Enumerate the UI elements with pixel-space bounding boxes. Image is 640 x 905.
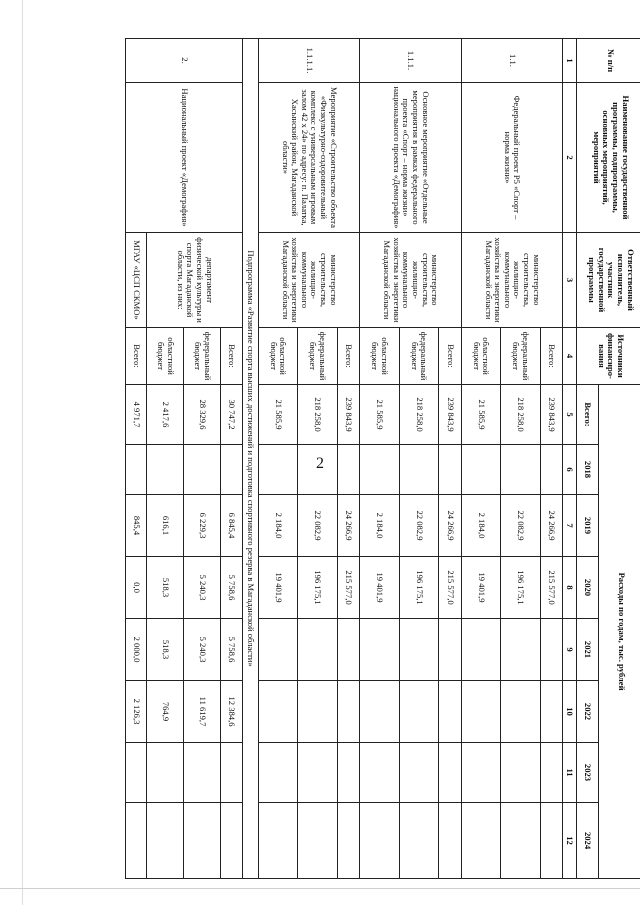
col-number: 2 (563, 83, 577, 233)
row-year-value (337, 681, 359, 743)
row-year-value: 11 619,7 (184, 681, 221, 743)
row-year-value (184, 743, 221, 803)
row-responsible: министерство строительства, жилищно-коммунального хозяйства и энергетики Магаданской области (360, 233, 461, 328)
row-year-value (501, 743, 541, 803)
scan-edge-line (22, 0, 23, 905)
row-year-value (258, 803, 298, 879)
row-year-value (461, 445, 501, 495)
row-year-value: 2 126,3 (126, 681, 147, 743)
col-number: 12 (563, 803, 577, 879)
header-year: 2018 (577, 445, 599, 495)
row-source: Всего: (126, 328, 147, 385)
table-row (337, 39, 359, 879)
row-year-value: 2 184,0 (461, 495, 501, 557)
row-year-value (360, 803, 400, 879)
row-total: 239 843,9 (540, 385, 562, 445)
row-year-value (298, 743, 338, 803)
col-number: 3 (563, 233, 577, 328)
row-source: областной бюджет (360, 328, 400, 385)
header-name: Наименование государственной программы, подпрограммы, основных мероприятий, мероприятий (577, 83, 640, 233)
col-number: 10 (563, 681, 577, 743)
row-total: 218 258,0 (298, 385, 338, 445)
row-year-value (337, 445, 359, 495)
table-row (439, 39, 461, 879)
row-year-value (540, 743, 562, 803)
row-source: Всего: (439, 328, 461, 385)
row-year-value: 196 175,1 (298, 557, 338, 619)
row-year-value: 19 401,9 (461, 557, 501, 619)
row-year-value (221, 743, 242, 803)
col-number: 11 (563, 743, 577, 803)
row-year-value (461, 681, 501, 743)
row-year-value (399, 619, 439, 681)
row-year-value: 6 229,3 (184, 495, 221, 557)
column-number-row (563, 39, 577, 879)
row-source: федеральный бюджет (501, 328, 541, 385)
row-year-value (461, 743, 501, 803)
row-year-value: 215 577,0 (540, 557, 562, 619)
row-total: 28 329,6 (184, 385, 221, 445)
row-year-value (501, 681, 541, 743)
subprogram-row (242, 39, 258, 879)
row-year-value (501, 803, 541, 879)
row-year-value (439, 619, 461, 681)
row-year-value (540, 803, 562, 879)
row-total: 239 843,9 (439, 385, 461, 445)
row-source: Всего: (221, 328, 242, 385)
row-year-value (439, 743, 461, 803)
row-source: областной бюджет (461, 328, 501, 385)
row-name: Федеральный проект Р5 «Спорт – норма жизни» (461, 83, 562, 233)
header-year: 2023 (577, 743, 599, 803)
row-year-value (501, 619, 541, 681)
row-year-value: 22 082,9 (501, 495, 541, 557)
row-responsible: департамент физической культуры и спорта Магаданской области, из них: (147, 233, 242, 328)
row-year-value: 5 240,3 (184, 619, 221, 681)
row-year-value: 2 184,0 (360, 495, 400, 557)
row-year-value (540, 619, 562, 681)
row-responsible: министерство строительства, жилищно-коммунального хозяйства и энергетики Магаданской области (258, 233, 359, 328)
row-year-value (221, 803, 242, 879)
header-year: 2022 (577, 681, 599, 743)
row-total: 21 585,9 (461, 385, 501, 445)
page-number: 2 (316, 455, 324, 472)
row-year-value (221, 445, 242, 495)
row-num: 1.1.1.1. (258, 39, 359, 83)
row-source: федеральный бюджет (298, 328, 338, 385)
col-number: 5 (563, 385, 577, 445)
row-year-value: 24 266,9 (439, 495, 461, 557)
row-year-value (461, 619, 501, 681)
row-year-value (147, 803, 184, 879)
row-num: 1.1. (461, 39, 562, 83)
row-year-value: 5 240,3 (184, 557, 221, 619)
row-year-value (337, 619, 359, 681)
row-year-value: 215 577,0 (439, 557, 461, 619)
row-total: 239 843,9 (337, 385, 359, 445)
row-year-value: 518,3 (147, 619, 184, 681)
row-year-value: 196 175,1 (501, 557, 541, 619)
row-total: 21 585,9 (360, 385, 400, 445)
row-source: областной бюджет (147, 328, 184, 385)
table-body (126, 39, 563, 879)
row-source: Всего: (540, 328, 562, 385)
col-number: 1 (563, 39, 577, 83)
row-year-value (298, 803, 338, 879)
header-year: 2020 (577, 557, 599, 619)
row-responsible: министерство строительства, жилищно-коммунального хозяйства и энергетики Магаданской области (461, 233, 562, 328)
row-year-value (399, 743, 439, 803)
row-year-value: 5 758,6 (221, 557, 242, 619)
row-year-value (258, 445, 298, 495)
row-year-value: 845,4 (126, 495, 147, 557)
row-year-value (360, 681, 400, 743)
row-year-value (258, 743, 298, 803)
col-number: 9 (563, 619, 577, 681)
row-total: 30 747,2 (221, 385, 242, 445)
row-total: 218 258,0 (399, 385, 439, 445)
row-num: 1.1.1. (360, 39, 461, 83)
row-year-value (184, 803, 221, 879)
row-year-value: 616,1 (147, 495, 184, 557)
row-source: федеральный бюджет (399, 328, 439, 385)
row-year-value (439, 445, 461, 495)
row-year-value (501, 445, 541, 495)
header-year: 2024 (577, 803, 599, 879)
row-year-value (540, 445, 562, 495)
row-source: областной бюджет (258, 328, 298, 385)
scan-bottom-line (0, 888, 640, 889)
row-year-value: 12 384,6 (221, 681, 242, 743)
row-year-value (439, 803, 461, 879)
row-year-value (337, 803, 359, 879)
row-year-value: 22 082,9 (298, 495, 338, 557)
row-source: федеральный бюджет (184, 328, 221, 385)
row-year-value: 6 845,4 (221, 495, 242, 557)
row-year-value: 215 577,0 (337, 557, 359, 619)
row-year-value (540, 681, 562, 743)
row-year-value (298, 619, 338, 681)
row-year-value: 196 175,1 (399, 557, 439, 619)
row-year-value (298, 445, 338, 495)
col-number: 7 (563, 495, 577, 557)
header-costs: Расходы по годам, тыс. рублей (599, 385, 640, 879)
row-year-value (126, 445, 147, 495)
row-year-value (360, 619, 400, 681)
row-year-value: 518,3 (147, 557, 184, 619)
row-year-value: 2 184,0 (258, 495, 298, 557)
row-year-value (399, 445, 439, 495)
header-num: № п/п (577, 39, 640, 83)
header-year: 2019 (577, 495, 599, 557)
table-row (540, 39, 562, 879)
row-year-value (399, 803, 439, 879)
row-name: Мероприятие «Строительство объекта «Физкультурно-оздоровительный комплекс с универсальным игровым залом 42 х 24» по адресу: п. Палатка, Хасынский район, Магаданской области» (258, 83, 359, 233)
rotated-budget-table (125, 38, 640, 878)
col-number: 4 (563, 328, 577, 385)
row-year-value: 0,0 (126, 557, 147, 619)
subprogram-title: Подпрограмма «Развитие спорта высших достижений и подготовка спортивного резерва в Магаданской области» (242, 39, 258, 879)
row-year-value: 19 401,9 (360, 557, 400, 619)
row-source: Всего: (337, 328, 359, 385)
header-total: Всего: (577, 385, 599, 445)
row-name: Основное мероприятие «Отдельные мероприятия в рамках федерального проекта «Спорт – норма жизни» национального проекта «Демография» (360, 83, 461, 233)
row-year-value: 5 758,6 (221, 619, 242, 681)
row-year-value (360, 743, 400, 803)
row-year-value: 764,9 (147, 681, 184, 743)
header-responsible: Ответственный исполнитель, участник государственной программы (577, 233, 640, 328)
row-year-value: 24 266,9 (337, 495, 359, 557)
row-num: 2. (126, 39, 243, 83)
row-year-value (147, 445, 184, 495)
row-year-value (147, 743, 184, 803)
row-year-value (298, 681, 338, 743)
row-year-value (184, 445, 221, 495)
row-year-value: 19 401,9 (258, 557, 298, 619)
budget-table (125, 38, 640, 879)
row-year-value: 22 082,9 (399, 495, 439, 557)
col-number: 6 (563, 445, 577, 495)
col-number: 8 (563, 557, 577, 619)
row-total: 2 417,6 (147, 385, 184, 445)
row-year-value: 2 000,0 (126, 619, 147, 681)
row-year-value (258, 619, 298, 681)
row-total: 4 971,7 (126, 385, 147, 445)
row-year-value (399, 681, 439, 743)
row-year-value: 24 266,9 (540, 495, 562, 557)
row-year-value (360, 445, 400, 495)
row-responsible: МГАУ «ЦСП СКМО» (126, 233, 147, 328)
table-row (221, 39, 242, 879)
row-year-value (439, 681, 461, 743)
row-year-value (258, 681, 298, 743)
row-year-value (126, 803, 147, 879)
row-year-value (126, 743, 147, 803)
row-year-value (337, 743, 359, 803)
row-year-value (461, 803, 501, 879)
row-name: Национальный проект «Демография» (126, 83, 243, 233)
header-row-1 (599, 39, 640, 879)
row-total: 218 258,0 (501, 385, 541, 445)
row-total: 21 585,9 (258, 385, 298, 445)
header-source: Источники финансиро-вания (577, 328, 640, 385)
header-year: 2021 (577, 619, 599, 681)
